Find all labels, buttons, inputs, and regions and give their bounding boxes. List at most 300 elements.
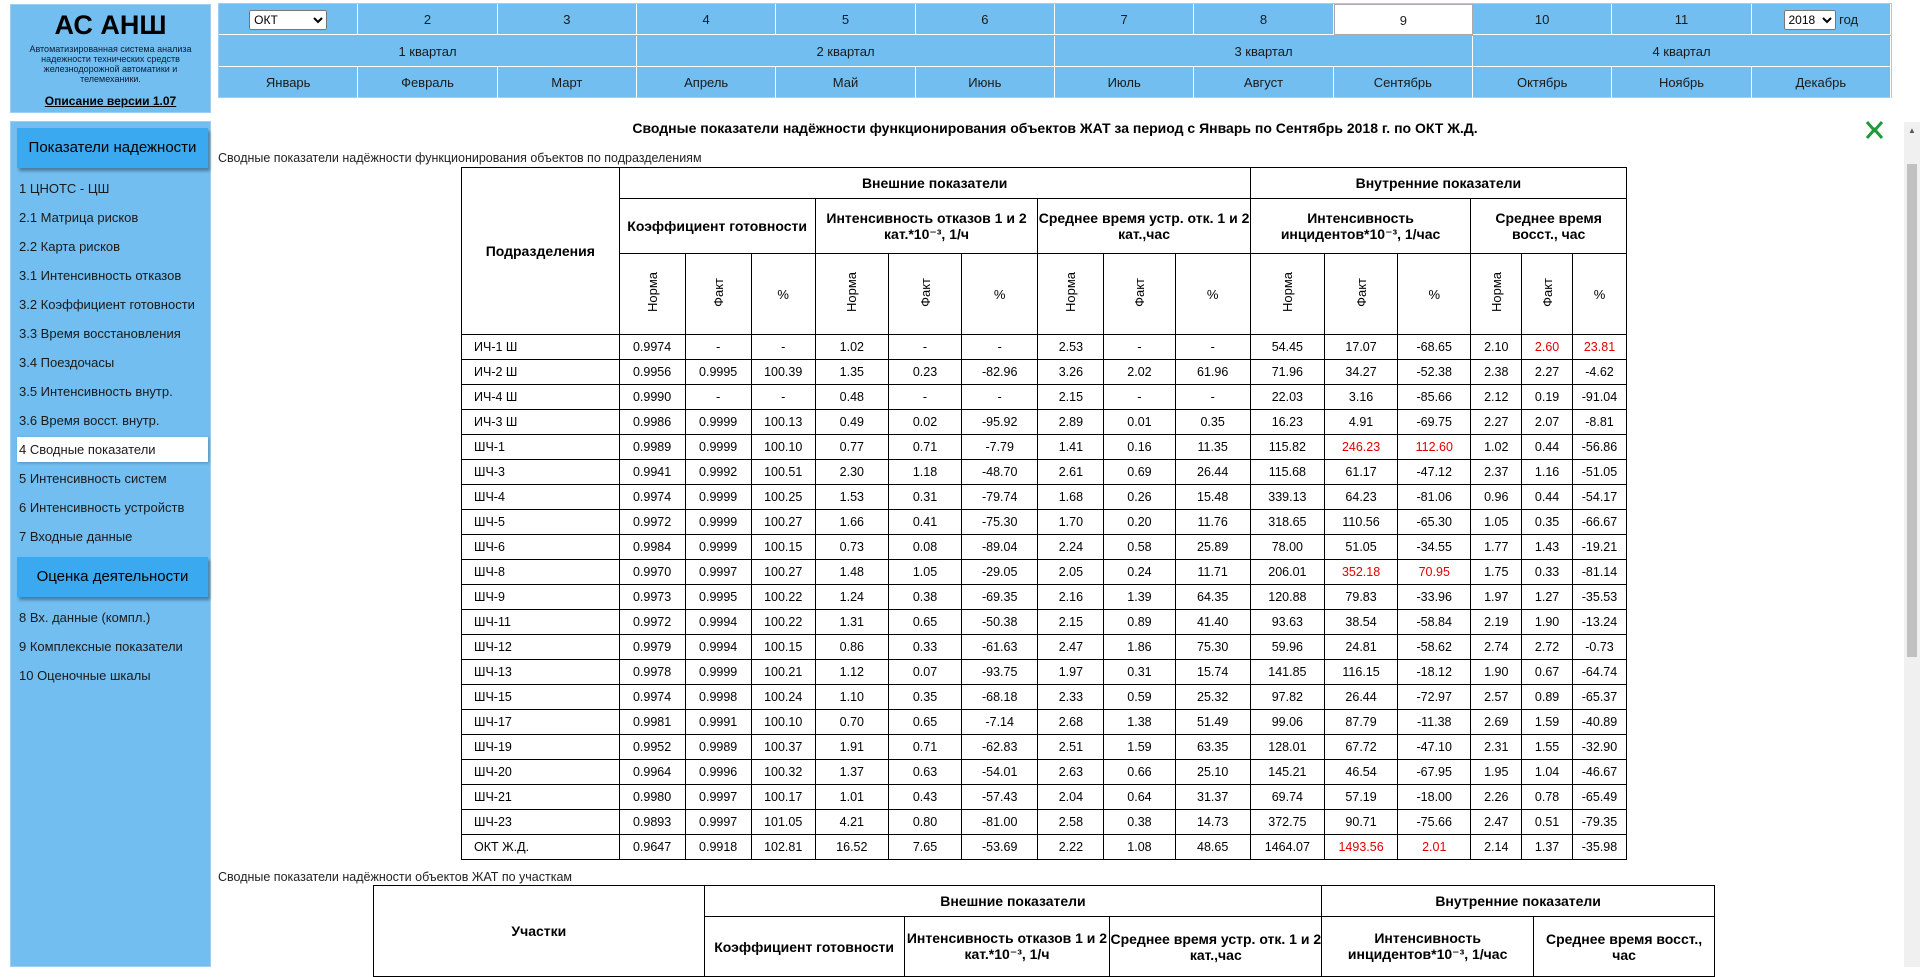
table-cell: 2.15: [1038, 385, 1104, 410]
scroll-up-icon[interactable]: ▲: [1908, 126, 1916, 135]
table-cell: -64.74: [1573, 660, 1627, 685]
table-cell: -29.05: [962, 560, 1038, 585]
month-11[interactable]: Ноябрь: [1612, 67, 1751, 98]
table-cell: 1.38: [1104, 710, 1175, 735]
table-cell: 2.30: [815, 460, 888, 485]
nav-item-1[interactable]: 2.1 Матрица рисков: [19, 210, 139, 225]
table-cell: 0.9981: [619, 710, 685, 735]
table-cell: 17.07: [1324, 335, 1397, 360]
month-9[interactable]: Сентябрь: [1334, 67, 1473, 98]
sub-header-label: Факт: [1353, 278, 1369, 307]
sub-header-norm: [1250, 254, 1324, 335]
sub-header-pct: [751, 254, 815, 335]
table-cell: 0.9998: [685, 685, 751, 710]
table-cell: 2.12: [1471, 385, 1522, 410]
month-4[interactable]: Апрель: [637, 67, 776, 98]
table-cell: 100.22: [751, 585, 815, 610]
table-cell: 0.77: [815, 435, 888, 460]
table-cell: 0.9997: [685, 785, 751, 810]
table-cell: 0.9989: [619, 435, 685, 460]
sub-header-fact: [1324, 254, 1397, 335]
table-cell: 1.02: [1471, 435, 1522, 460]
sub-header-norm: [815, 254, 888, 335]
version-link[interactable]: Описание версии 1.07: [44, 94, 177, 108]
table-cell: 2.61: [1038, 460, 1104, 485]
nav-item-7[interactable]: 3.5 Интенсивность внутр.: [19, 384, 173, 399]
nav-item-6[interactable]: 3.4 Поездочасы: [19, 355, 115, 370]
table-cell: 0.38: [1104, 810, 1175, 835]
table-cell: 0.9992: [685, 460, 751, 485]
nav-item-8[interactable]: 3.6 Время восст. внутр.: [19, 413, 160, 428]
avg-time-header: Среднее время устр. отк. 1 и 2 кат.,час: [1038, 199, 1250, 254]
month-number-6[interactable]: 6: [916, 4, 1055, 35]
table-cell: 2.63: [1038, 760, 1104, 785]
table-cell: 63.35: [1175, 735, 1250, 760]
month-number-2[interactable]: 2: [358, 4, 497, 35]
table-cell: -11.38: [1398, 710, 1471, 735]
table-cell: -: [685, 385, 751, 410]
table-cell: 100.21: [751, 660, 815, 685]
table-cell: -82.96: [962, 360, 1038, 385]
incident-intensity-header: Интенсивность инцидентов*10⁻³, 1/час: [1250, 199, 1471, 254]
unit-name: ШЧ-3: [462, 460, 620, 485]
nav-item-0[interactable]: 1 ЦНОТС - ЦШ: [19, 181, 110, 196]
table-cell: 26.44: [1324, 685, 1397, 710]
table-cell: 16.52: [815, 835, 888, 860]
table-cell: 246.23: [1324, 435, 1397, 460]
nav-item-10[interactable]: 5 Интенсивность систем: [19, 471, 167, 486]
table-cell: 48.65: [1175, 835, 1250, 860]
table-cell: -47.12: [1398, 460, 1471, 485]
table-cell: 0.9999: [685, 485, 751, 510]
table-cell: -: [685, 335, 751, 360]
table-cell: 3.26: [1038, 360, 1104, 385]
table-row: [462, 735, 1627, 760]
table-cell: 0.59: [1104, 685, 1175, 710]
table-cell: 145.21: [1250, 760, 1324, 785]
table-cell: 100.17: [751, 785, 815, 810]
road-select-cell: [219, 4, 358, 35]
unit-name: ИЧ-2 Ш: [462, 360, 620, 385]
table-cell: 16.23: [1250, 410, 1324, 435]
table-cell: -75.66: [1398, 810, 1471, 835]
kg-header-2: Коэффициент готовности: [704, 917, 904, 977]
table-cell: -93.75: [962, 660, 1038, 685]
table-cell: 24.81: [1324, 635, 1397, 660]
table-cell: -: [751, 385, 815, 410]
fail-intensity-header-2: Интенсивность отказов 1 и 2 кат.*10⁻³, 1/ч: [904, 917, 1110, 977]
table-cell: 2.16: [1038, 585, 1104, 610]
nav-item2-0[interactable]: 8 Вх. данные (компл.): [19, 610, 151, 625]
units-summary-table: [461, 167, 1627, 860]
table-cell: 0.9956: [619, 360, 685, 385]
table-cell: 1.59: [1104, 735, 1175, 760]
table-cell: 2.22: [1038, 835, 1104, 860]
table-cell: 57.19: [1324, 785, 1397, 810]
table-cell: 1.95: [1471, 760, 1522, 785]
table-cell: 46.54: [1324, 760, 1397, 785]
table-cell: -33.96: [1398, 585, 1471, 610]
table-cell: -: [1175, 335, 1250, 360]
table-cell: -4.62: [1573, 360, 1627, 385]
col-sections-header: Участки: [374, 886, 705, 977]
table-cell: -: [751, 335, 815, 360]
section-header-reliability[interactable]: Показатели надежности: [17, 128, 208, 168]
month-number-5[interactable]: 5: [776, 4, 915, 35]
table-cell: -35.98: [1573, 835, 1627, 860]
month-1[interactable]: Январь: [219, 67, 358, 98]
table-cell: 0.9999: [685, 510, 751, 535]
table-row: [462, 535, 1627, 560]
table-cell: 0.20: [1104, 510, 1175, 535]
table-cell: 100.32: [751, 760, 815, 785]
table-cell: 0.9979: [619, 635, 685, 660]
quarter-4[interactable]: 4 квартал: [1473, 36, 1891, 67]
table-cell: 0.51: [1522, 810, 1573, 835]
table-cell: 100.22: [751, 610, 815, 635]
table-cell: 2.04: [1038, 785, 1104, 810]
sub-header-label: %: [777, 287, 789, 302]
month-12[interactable]: Декабрь: [1752, 67, 1891, 98]
quarter-2[interactable]: 2 квартал: [637, 36, 1055, 67]
table-cell: 25.89: [1175, 535, 1250, 560]
table-cell: 1.24: [815, 585, 888, 610]
nav-item-4[interactable]: 3.2 Коэффициент готовности: [19, 297, 195, 312]
table-cell: 2.19: [1471, 610, 1522, 635]
table-cell: 2.27: [1522, 360, 1573, 385]
vertical-scrollbar[interactable]: [1904, 122, 1920, 967]
table-cell: 1.05: [888, 560, 961, 585]
table-cell: 2.60: [1522, 335, 1573, 360]
table-cell: 0.9997: [685, 560, 751, 585]
table-cell: 0.9970: [619, 560, 685, 585]
table-cell: 0.9999: [685, 660, 751, 685]
table-cell: 0.63: [888, 760, 961, 785]
incident-intensity-header-2: Интенсивность инцидентов*10⁻³, 1/час: [1322, 917, 1534, 977]
nav-item-11[interactable]: 6 Интенсивность устройств: [19, 500, 185, 515]
table-cell: -81.14: [1573, 560, 1627, 585]
table-cell: 0.9991: [685, 710, 751, 735]
table-cell: 2.72: [1522, 635, 1573, 660]
table-cell: -57.43: [962, 785, 1038, 810]
month-5[interactable]: Май: [776, 67, 915, 98]
table-cell: 59.96: [1250, 635, 1324, 660]
section-header-evaluation[interactable]: Оценка деятельности: [17, 557, 208, 597]
table-cell: 1.91: [815, 735, 888, 760]
unit-name: ШЧ-13: [462, 660, 620, 685]
unit-name: ШЧ-17: [462, 710, 620, 735]
month-7[interactable]: Июль: [1055, 67, 1194, 98]
logo-panel: [10, 4, 211, 113]
table-cell: 0.9964: [619, 760, 685, 785]
nav-item-9[interactable]: 4 Сводные показатели: [17, 437, 208, 462]
year-select[interactable]: [1784, 10, 1836, 30]
sub-header-pct: [962, 254, 1038, 335]
month-number-7[interactable]: 7: [1055, 4, 1194, 35]
table-cell: 38.54: [1324, 610, 1397, 635]
table-cell: 0.70: [815, 710, 888, 735]
table-row: [462, 810, 1627, 835]
month-8[interactable]: Август: [1194, 67, 1333, 98]
month-number-9[interactable]: 9: [1334, 4, 1473, 35]
table-row: [462, 610, 1627, 635]
road-select[interactable]: [249, 10, 327, 30]
table-cell: -13.24: [1573, 610, 1627, 635]
table-cell: 0.78: [1522, 785, 1573, 810]
table-row: [462, 360, 1627, 385]
group-internal-header: Внутренние показатели: [1250, 168, 1626, 199]
table-row: [462, 685, 1627, 710]
table-cell: 0.08: [888, 535, 961, 560]
table-cell: 0.02: [888, 410, 961, 435]
table-cell: -: [1104, 385, 1175, 410]
table-cell: 79.83: [1324, 585, 1397, 610]
nav-list-reliability: [11, 174, 210, 551]
table-cell: -: [962, 385, 1038, 410]
table-cell: -8.81: [1573, 410, 1627, 435]
unit-name: ШЧ-15: [462, 685, 620, 710]
nav-item2-2[interactable]: 10 Оценочные шкалы: [19, 668, 151, 683]
table-cell: -34.55: [1398, 535, 1471, 560]
table-cell: 0.96: [1471, 485, 1522, 510]
table-cell: 1.27: [1522, 585, 1573, 610]
table-cell: 100.27: [751, 560, 815, 585]
nav-item-2[interactable]: 2.2 Карта рисков: [19, 239, 121, 254]
sub-header-label: %: [1428, 287, 1441, 302]
table-cell: 100.10: [751, 435, 815, 460]
month-number-8[interactable]: 8: [1194, 4, 1333, 35]
table-cell: 71.96: [1250, 360, 1324, 385]
table-cell: 26.44: [1175, 460, 1250, 485]
sub-header-fact: [1522, 254, 1573, 335]
table-cell: 0.44: [1522, 485, 1573, 510]
table-cell: 1.37: [815, 760, 888, 785]
table-row: [462, 485, 1627, 510]
table-cell: 100.39: [751, 360, 815, 385]
nav-item-3[interactable]: 3.1 Интенсивность отказов: [19, 268, 182, 283]
table-cell: 25.32: [1175, 685, 1250, 710]
table-cell: 3.16: [1324, 385, 1397, 410]
quarter-1[interactable]: 1 квартал: [219, 36, 637, 67]
month-number-11[interactable]: 11: [1612, 4, 1751, 35]
table-cell: -81.06: [1398, 485, 1471, 510]
sub-header-norm: [1471, 254, 1522, 335]
table-cell: 2.05: [1038, 560, 1104, 585]
table-cell: -65.37: [1573, 685, 1627, 710]
table-cell: 1.66: [815, 510, 888, 535]
table-cell: -69.35: [962, 585, 1038, 610]
table-cell: 318.65: [1250, 510, 1324, 535]
table-cell: 115.82: [1250, 435, 1324, 460]
month-number-3[interactable]: 3: [498, 4, 637, 35]
table-cell: 1.16: [1522, 460, 1573, 485]
col-units-header: Подразделения: [462, 168, 620, 335]
table-cell: 2.57: [1471, 685, 1522, 710]
table-cell: 100.51: [751, 460, 815, 485]
month-3[interactable]: Март: [498, 67, 637, 98]
table-cell: -58.84: [1398, 610, 1471, 635]
sub-header-label: %: [1206, 287, 1219, 302]
table-cell: 2.68: [1038, 710, 1104, 735]
table-cell: 1.86: [1104, 635, 1175, 660]
nav-item-12[interactable]: 7 Входные данные: [19, 529, 133, 544]
table-cell: 1.55: [1522, 735, 1573, 760]
table-cell: 0.41: [888, 510, 961, 535]
table-cell: 1.70: [1038, 510, 1104, 535]
table-cell: 2.58: [1038, 810, 1104, 835]
table-cell: 2.38: [1471, 360, 1522, 385]
table-cell: 0.9994: [685, 635, 751, 660]
table-cell: 1.35: [815, 360, 888, 385]
table-cell: 1.43: [1522, 535, 1573, 560]
table-cell: -48.70: [962, 460, 1038, 485]
table-cell: -: [1104, 335, 1175, 360]
unit-name: ИЧ-3 Ш: [462, 410, 620, 435]
table-cell: 0.71: [888, 735, 961, 760]
table-cell: 0.9918: [685, 835, 751, 860]
table-cell: 2.27: [1471, 410, 1522, 435]
table-cell: 0.65: [888, 610, 961, 635]
table-cell: -62.83: [962, 735, 1038, 760]
table-cell: 2.14: [1471, 835, 1522, 860]
table-cell: 100.37: [751, 735, 815, 760]
sub-header-pct: [1573, 254, 1627, 335]
table-cell: 2.69: [1471, 710, 1522, 735]
table-cell: 67.72: [1324, 735, 1397, 760]
table-cell: 0.35: [888, 685, 961, 710]
table-cell: 2.31: [1471, 735, 1522, 760]
table-row: [462, 560, 1627, 585]
table-cell: 0.16: [1104, 435, 1175, 460]
table-cell: 0.9973: [619, 585, 685, 610]
table-cell: -67.95: [1398, 760, 1471, 785]
table-cell: 1.05: [1471, 510, 1522, 535]
table-cell: 51.05: [1324, 535, 1397, 560]
excel-export-icon[interactable]: [1864, 119, 1886, 141]
month-10[interactable]: Октябрь: [1473, 67, 1612, 98]
table-cell: 0.71: [888, 435, 961, 460]
table-cell: 1.39: [1104, 585, 1175, 610]
table-cell: -0.73: [1573, 635, 1627, 660]
table-cell: 120.88: [1250, 585, 1324, 610]
table-cell: -68.65: [1398, 335, 1471, 360]
table-cell: -61.63: [962, 635, 1038, 660]
table-row: [462, 660, 1627, 685]
table-row: [462, 835, 1627, 860]
table-cell: 0.9989: [685, 735, 751, 760]
table-cell: 0.9996: [685, 760, 751, 785]
table-cell: 0.48: [815, 385, 888, 410]
table-row: [462, 410, 1627, 435]
table-cell: 1493.56: [1324, 835, 1397, 860]
table-cell: -35.53: [1573, 585, 1627, 610]
table-cell: -50.38: [962, 610, 1038, 635]
month-number-10[interactable]: 10: [1473, 4, 1612, 35]
table-cell: 0.9978: [619, 660, 685, 685]
period-selector: [218, 3, 1892, 98]
table-cell: 0.9952: [619, 735, 685, 760]
table-row: [462, 385, 1627, 410]
table-cell: 2.01: [1398, 835, 1471, 860]
table-cell: 1.75: [1471, 560, 1522, 585]
table-cell: -65.30: [1398, 510, 1471, 535]
table-cell: 1.90: [1522, 610, 1573, 635]
quarter-3[interactable]: 3 квартал: [1055, 36, 1473, 67]
table-cell: 69.74: [1250, 785, 1324, 810]
sub-header-label: Норма: [1279, 272, 1295, 313]
table-cell: 11.35: [1175, 435, 1250, 460]
table-cell: -91.04: [1573, 385, 1627, 410]
unit-name: ШЧ-19: [462, 735, 620, 760]
sub-header-label: Факт: [710, 278, 726, 307]
month-2[interactable]: Февраль: [358, 67, 497, 98]
table-cell: 0.35: [1522, 510, 1573, 535]
table-cell: 0.01: [1104, 410, 1175, 435]
table-cell: 206.01: [1250, 560, 1324, 585]
nav-item2-1[interactable]: 9 Комплексные показатели: [19, 639, 183, 654]
table-cell: 372.75: [1250, 810, 1324, 835]
unit-name: ШЧ-8: [462, 560, 620, 585]
unit-name: ИЧ-4 Ш: [462, 385, 620, 410]
report-title: Сводные показатели надёжности функционирования объектов ЖАТ за период с Январь по Сентябрь 2018 г. по ОКТ Ж.Д.: [632, 120, 1478, 136]
table-row: [462, 635, 1627, 660]
month-number-4[interactable]: 4: [637, 4, 776, 35]
table-cell: 2.02: [1104, 360, 1175, 385]
table-cell: -52.38: [1398, 360, 1471, 385]
table-cell: 100.27: [751, 510, 815, 535]
table-cell: 4.91: [1324, 410, 1397, 435]
table-cell: 339.13: [1250, 485, 1324, 510]
table-cell: 11.71: [1175, 560, 1250, 585]
table-cell: 78.00: [1250, 535, 1324, 560]
fail-intensity-header: Интенсивность отказов 1 и 2 кат.*10⁻³, 1/ч: [815, 199, 1038, 254]
table-cell: 2.53: [1038, 335, 1104, 360]
table-cell: 0.89: [1522, 685, 1573, 710]
month-6[interactable]: Июнь: [916, 67, 1055, 98]
table-cell: -89.04: [962, 535, 1038, 560]
table-cell: 1.02: [815, 335, 888, 360]
table-cell: 2.74: [1471, 635, 1522, 660]
table-cell: 0.9999: [685, 535, 751, 560]
table-cell: -85.66: [1398, 385, 1471, 410]
table-cell: -47.10: [1398, 735, 1471, 760]
table-cell: -58.62: [1398, 635, 1471, 660]
unit-name: ШЧ-12: [462, 635, 620, 660]
table-cell: 70.95: [1398, 560, 1471, 585]
table-cell: -51.05: [1573, 460, 1627, 485]
year-cell: [1752, 4, 1891, 35]
table-cell: -54.01: [962, 760, 1038, 785]
table-cell: 0.9974: [619, 485, 685, 510]
table-cell: 15.48: [1175, 485, 1250, 510]
sub-header-label: Норма: [844, 272, 860, 313]
table-cell: -75.30: [962, 510, 1038, 535]
unit-name: ШЧ-1: [462, 435, 620, 460]
table-cell: 0.9972: [619, 610, 685, 635]
scrollbar-thumb[interactable]: [1907, 164, 1917, 657]
table-cell: 2.51: [1038, 735, 1104, 760]
table-cell: 22.03: [1250, 385, 1324, 410]
table-cell: -: [962, 335, 1038, 360]
table-cell: 0.9893: [619, 810, 685, 835]
sub-header-label: Факт: [1131, 278, 1147, 307]
table-cell: 2.33: [1038, 685, 1104, 710]
sub-header-label: %: [1593, 287, 1606, 302]
unit-name: ШЧ-20: [462, 760, 620, 785]
sub-header-label: Норма: [644, 272, 660, 313]
nav-item-5[interactable]: 3.3 Время восстановления: [19, 326, 181, 341]
table-cell: 0.31: [1104, 660, 1175, 685]
